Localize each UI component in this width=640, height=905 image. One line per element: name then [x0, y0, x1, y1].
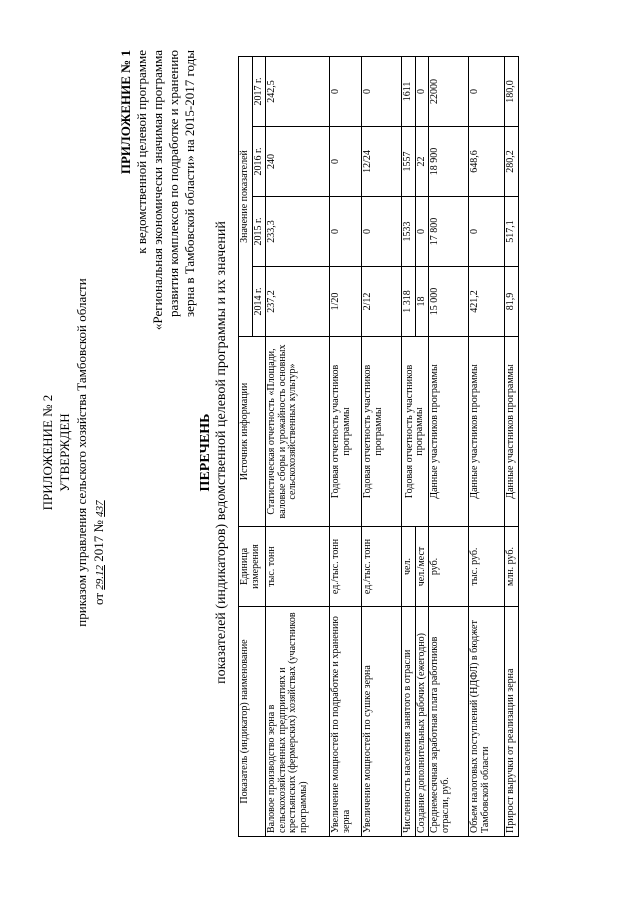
order-line: приказом управления сельского хозяйства Тамбовской области: [74, 278, 89, 627]
cell-value: 15 000: [429, 267, 469, 337]
cell-source: Данные участников программы: [505, 337, 519, 527]
header-indicator: Показатель (индикатор) наименование: [239, 607, 266, 837]
cell-value: 0: [362, 56, 402, 126]
approved-label: УТВЕРЖДЕН: [57, 413, 72, 492]
program-line-4: зерна в Тамбовской области» на 2015-2017 годы: [182, 50, 197, 317]
cell-value: 12/24: [362, 127, 402, 197]
cell-unit: ед./тыс. тонн: [330, 527, 362, 607]
cell-value: 1611: [402, 56, 416, 126]
page-title: ПЕРЕЧЕНЬ: [198, 413, 213, 492]
cell-value: 421,2: [469, 267, 505, 337]
cell-value: 0: [362, 197, 402, 267]
cell-value: 280,2: [505, 127, 519, 197]
year-label: 2017 №: [91, 520, 106, 562]
table-row: [429, 56, 469, 836]
table-row: [266, 56, 330, 836]
cell-source: Годовая отчетность участников программы: [402, 337, 429, 527]
table-row: [469, 56, 505, 836]
cell-value: 1 318: [402, 267, 416, 337]
cell-unit: руб.: [429, 527, 469, 607]
cell-source: Статистическая отчетность «Площади, валовые сборы и урожайность основных сельскохозяйственных культур»: [266, 337, 330, 527]
header-unit: Единица измерения: [239, 527, 266, 607]
table-row: [505, 56, 519, 836]
year-2016: 2016 г.: [252, 127, 266, 197]
cell-value: 17 800: [429, 197, 469, 267]
cell-value: 1557: [402, 127, 416, 197]
cell-indicator: Увеличение мощностей по сушке зерна: [362, 607, 402, 837]
cell-unit: млн. руб.: [505, 527, 519, 607]
cell-value: 240: [266, 127, 330, 197]
header-values: Значение показателей: [239, 56, 253, 336]
program-line-2: «Региональная экономически значимая программа: [150, 50, 165, 331]
program-line-3: развития комплексов по подработке и хранению: [166, 50, 181, 318]
cell-unit: тыс. тонн: [266, 527, 330, 607]
order-number: 437: [94, 500, 106, 517]
cell-value: 1/20: [330, 267, 362, 337]
date-prefix: от: [91, 592, 106, 605]
cell-value: 242,5: [266, 56, 330, 126]
cell-source: Данные участников программы: [429, 337, 469, 527]
header-source: Источник информации: [239, 337, 266, 527]
cell-value: 0: [330, 197, 362, 267]
cell-value: 2/12: [362, 267, 402, 337]
cell-unit: тыс. руб.: [469, 527, 505, 607]
cell-value: 22: [415, 127, 429, 197]
cell-value: 517,1: [505, 197, 519, 267]
cell-indicator: Объем налоговых поступлений (НДФЛ) в бюджет Тамбовской области: [469, 607, 505, 837]
cell-unit: чел.: [402, 527, 416, 607]
cell-value: 233,3: [266, 197, 330, 267]
year-2014: 2014 г.: [252, 267, 266, 337]
page-subtitle: показателей (индикаторов) ведомственной целевой программы и их значений: [214, 221, 229, 684]
cell-value: 0: [469, 197, 505, 267]
cell-value: 18 900: [429, 127, 469, 197]
cell-indicator: Численность населения занятого в отрасли: [402, 607, 416, 837]
cell-value: 0: [330, 56, 362, 126]
appendix-2-label: ПРИЛОЖЕНИЕ № 2: [40, 394, 55, 511]
cell-source: Данные участников программы: [469, 337, 505, 527]
appendix-1-label: ПРИЛОЖЕНИЕ № 1: [118, 50, 133, 175]
table-row: [362, 56, 402, 836]
cell-value: 0: [415, 197, 429, 267]
table-header-row: [239, 56, 253, 836]
cell-value: 237,2: [266, 267, 330, 337]
year-2017: 2017 г.: [252, 56, 266, 126]
cell-indicator: Валовое производство зерна в сельскохозяйственных предприятиях и крестьянских (фермерских) хозяйствах (участников программы): [266, 607, 330, 837]
cell-value: 81,9: [505, 267, 519, 337]
cell-value: 648,6: [469, 127, 505, 197]
cell-indicator: Среднемесячная заработная плата работников отрасли, руб.: [429, 607, 469, 837]
cell-value: 1533: [402, 197, 416, 267]
cell-value: 180,0: [505, 56, 519, 126]
cell-value: 18: [415, 267, 429, 337]
order-date-line: [91, 500, 107, 605]
cell-indicator: Увеличение мощностей по подработке и хранению зерна: [330, 607, 362, 837]
cell-unit: чел./мест: [415, 527, 429, 607]
table-row: [402, 56, 416, 836]
indicators-table: [238, 56, 519, 837]
cell-source: Годовая отчетность участников программы: [362, 337, 402, 527]
year-2015: 2015 г.: [252, 197, 266, 267]
cell-source: Годовая отчетность участников программы: [330, 337, 362, 527]
cell-value: 0: [330, 127, 362, 197]
cell-unit: ед./тыс. тонн: [362, 527, 402, 607]
cell-value: 22000: [429, 56, 469, 126]
table-row: [330, 56, 362, 836]
date-value: 29.12: [94, 564, 106, 590]
cell-value: 0: [469, 56, 505, 126]
cell-indicator: Создание дополнительных рабочих (ежегодно): [415, 607, 429, 837]
cell-value: 0: [415, 56, 429, 126]
cell-indicator: Прирост выручки от реализации зерна: [505, 607, 519, 837]
program-line-1: к ведомственной целевой программе: [134, 50, 149, 254]
